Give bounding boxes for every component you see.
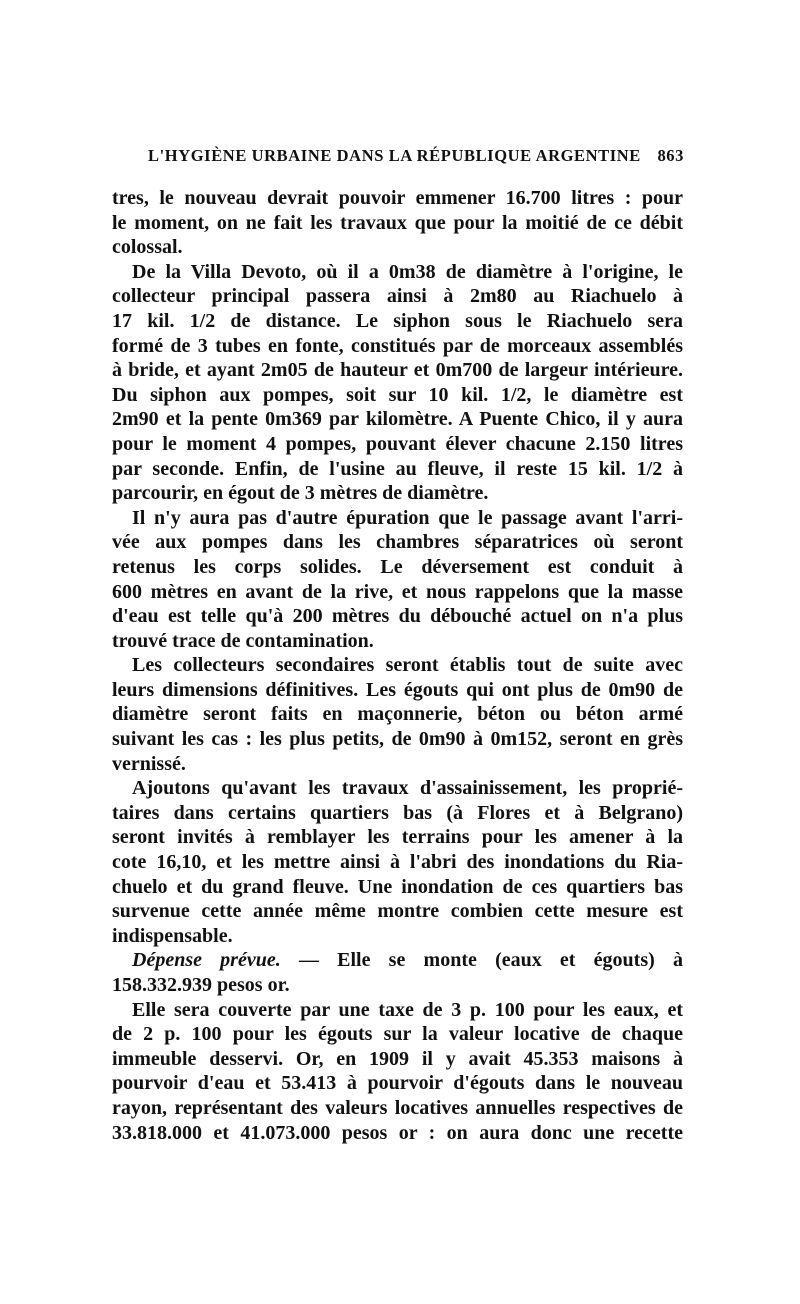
- text-line: de 2 p. 100 pour les égouts sur la valeur locative de chaque: [112, 1023, 683, 1046]
- paragraph-first-line: Elle sera couverte par une taxe de 3 p. 100 pour les eaux, et: [132, 998, 683, 1021]
- expense-text: — Elle se monte (eaux et égouts) à: [280, 949, 683, 972]
- text-line: taires dans certains quartiers bas (à Flores et à Belgrano): [112, 801, 683, 824]
- text-line: suivant les cas : les plus petits, de 0m90 à 0m152, seront en grès: [112, 728, 683, 751]
- text-line: chuelo et du grand fleuve. Une inondation de ces quartiers bas: [112, 875, 683, 898]
- text-line: vernissé.: [112, 752, 186, 775]
- text-line: 17 kil. 1/2 de distance. Le siphon sous le Riachuelo sera: [112, 309, 683, 332]
- text-line: seront invités à remblayer les terrains pour les amener à la: [112, 826, 683, 849]
- text-line: 33.818.000 et 41.073.000 pesos or : on aura donc une recette: [112, 1121, 683, 1144]
- paragraph-first-line: De la Villa Devoto, où il a 0m38 de diamètre à l'origine, le: [132, 260, 683, 283]
- text-line: tres, le nouveau devrait pouvoir emmener 16.700 litres : pour: [112, 187, 683, 209]
- text-line: collecteur principal passera ainsi à 2m80 au Riachuelo à: [112, 285, 683, 308]
- text-line: vée aux pompes dans les chambres séparatrices où seront: [112, 531, 683, 554]
- running-head-title: L'HYGIÈNE URBAINE DANS LA RÉPUBLIQUE ARGENTINE: [148, 146, 641, 165]
- text-line: cote 16,10, et les mettre ainsi à l'abri des inondations du Ria-: [112, 851, 683, 874]
- paragraph-first-line-expense: [112, 948, 683, 973]
- paragraph-first-line: Ajoutons qu'avant les travaux d'assainissement, les proprié-: [132, 777, 683, 800]
- text-line: 2m90 et la pente 0m369 par kilomètre. A Puente Chico, il y aura: [112, 408, 683, 431]
- running-head: [148, 146, 684, 170]
- body-text: [112, 186, 683, 1145]
- text-line: parcourir, en égout de 3 mètres de diamètre.: [112, 482, 489, 505]
- text-line: Du siphon aux pompes, soit sur 10 kil. 1/2, le diamètre est: [112, 383, 683, 406]
- page-number: 863: [657, 146, 684, 165]
- text-line: diamètre seront faits en maçonnerie, béton ou béton armé: [112, 703, 683, 726]
- paragraph-first-line: Les collecteurs secondaires seront établis tout de suite avec: [132, 654, 683, 677]
- expense-heading: Dépense prévue.: [132, 949, 281, 972]
- text-line: pour le moment 4 pompes, pouvant élever chacune 2.150 litres: [112, 432, 683, 455]
- text-line: indispensable.: [112, 924, 233, 947]
- text-line: par seconde. Enfin, de l'usine au fleuve, il reste 15 kil. 1/2 à: [112, 457, 683, 480]
- text-line: immeuble desservi. Or, en 1909 il y avait 45.353 maisons à: [112, 1047, 683, 1070]
- text-line: rayon, représentant des valeurs locatives annuelles respectives de: [112, 1096, 683, 1119]
- text-line: le moment, on ne fait les travaux que pour la moitié de ce débit: [112, 211, 683, 234]
- paragraph-first-line: Il n'y aura pas d'autre épuration que le passage avant l'arri-: [132, 506, 683, 529]
- text-line: 600 mètres en avant de la rive, et nous rappelons que la masse: [112, 580, 683, 603]
- text-line: d'eau est telle qu'à 200 mètres du débouché actuel on n'a plus: [112, 605, 683, 628]
- text-line: colossal.: [112, 236, 183, 259]
- text-line: 158.332.939 pesos or.: [112, 974, 290, 996]
- text-line: pourvoir d'eau et 53.413 à pourvoir d'égouts dans le nouveau: [112, 1072, 683, 1095]
- text-line: trouvé trace de contamination.: [112, 629, 374, 652]
- text-line: formé de 3 tubes en fonte, constitués par de morceaux assemblés: [112, 334, 683, 357]
- text-line: à bride, et ayant 2m05 de hauteur et 0m700 de largeur intérieure.: [112, 359, 683, 382]
- text-line: survenue cette année même montre combien cette mesure est: [112, 900, 683, 923]
- text-line: retenus les corps solides. Le déversement est conduit à: [112, 555, 683, 578]
- text-line: leurs dimensions définitives. Les égouts qui ont plus de 0m90 de: [112, 678, 683, 701]
